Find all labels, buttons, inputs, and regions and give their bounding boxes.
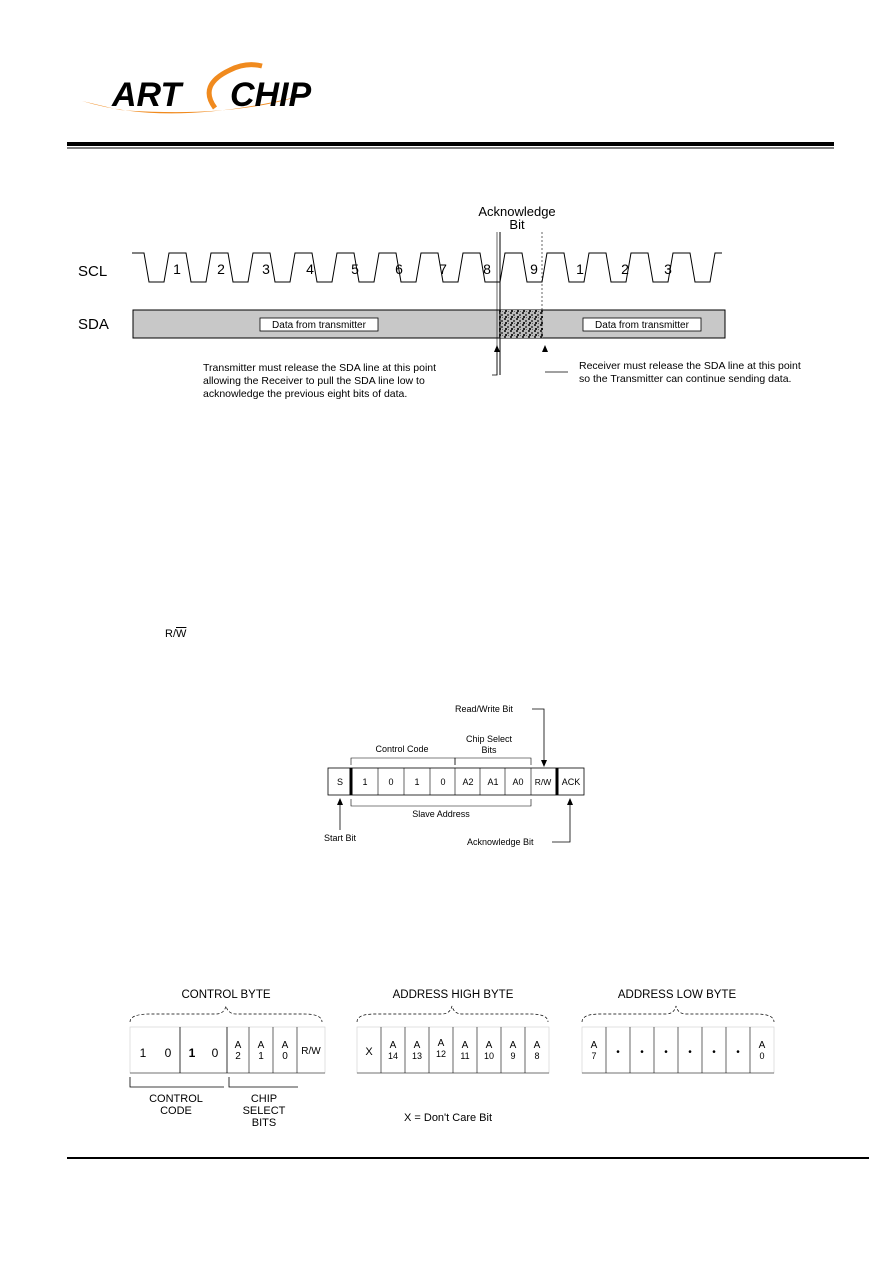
clock-number: 2 <box>217 261 225 277</box>
address-low-byte-title: ADDRESS LOW BYTE <box>617 989 737 1001</box>
chip-select-label-1: Chip Select <box>465 734 513 744</box>
dont-care-note: X = Don't Care Bit <box>404 1112 492 1124</box>
high-cell: 10 <box>483 1051 495 1061</box>
ack-bit-label-line2: Bit <box>509 217 525 232</box>
clock-number: 3 <box>262 261 270 277</box>
low-cell: • <box>616 1047 620 1058</box>
ack-bit-label-line1: Acknowledge <box>478 204 556 219</box>
high-cell-top: A <box>509 1040 517 1051</box>
high-cell: 14 <box>387 1051 399 1061</box>
clock-number: 4 <box>306 261 314 277</box>
cell-bit: A2 <box>462 777 474 787</box>
high-cell-top: A <box>485 1040 493 1051</box>
svg-text:Transmitter must release the S: Transmitter must release the SDA line at this point <box>203 362 437 374</box>
ctrl-cell: 2 <box>235 1051 241 1062</box>
ctrl-cell: 1 <box>139 1046 147 1060</box>
address-byte-sequence <box>130 989 774 1129</box>
clock-number: 3 <box>664 261 672 277</box>
cell-bit: 1 <box>414 777 420 787</box>
svg-text:allowing the Receiver to pull: allowing the Receiver to pull the SDA line low to <box>203 375 425 387</box>
ctrl-cell: 1 <box>188 1046 196 1060</box>
scl-label: SCL <box>78 263 108 280</box>
cell-start: S <box>336 777 344 787</box>
low-cell: • <box>736 1047 740 1058</box>
low-cell-top: A <box>758 1040 766 1051</box>
high-cell-top: A <box>413 1040 421 1051</box>
rw-bit-label: Read/Write Bit <box>455 704 513 714</box>
cell-rw: R/W <box>534 777 552 787</box>
control-byte-title: CONTROL BYTE <box>181 989 271 1001</box>
control-byte-format-diagram <box>324 704 584 847</box>
start-bit-label: Start Bit <box>323 833 357 843</box>
cell-bit: A0 <box>512 777 524 787</box>
address-high-byte-title: ADDRESS HIGH BYTE <box>392 989 514 1001</box>
high-cell: 12 <box>435 1049 447 1059</box>
ctrl-cell-top: A <box>234 1040 242 1051</box>
clock-number: 8 <box>483 261 491 277</box>
ack-bit-label: Acknowledge Bit <box>467 837 534 847</box>
ctrl-cell-rw: R/W <box>301 1046 321 1057</box>
ctrl-cell: 0 <box>164 1046 172 1060</box>
clock-number: 2 <box>621 261 629 277</box>
footer-rule <box>67 1157 869 1159</box>
low-cell: • <box>640 1047 644 1058</box>
control-code-label: Control Code <box>375 744 429 754</box>
low-cell: 7 <box>591 1051 597 1061</box>
cell-bit: 0 <box>388 777 394 787</box>
control-code-label: CODE <box>160 1105 192 1117</box>
high-cell: 13 <box>411 1051 423 1061</box>
clock-number: 7 <box>439 261 447 277</box>
low-cell: • <box>712 1047 716 1058</box>
chip-select-label-2: Bits <box>481 745 497 755</box>
clock-number: 5 <box>351 261 359 277</box>
logo-text-chip: CHIP <box>230 76 312 114</box>
ctrl-cell: 0 <box>211 1046 219 1060</box>
note-left <box>203 362 436 400</box>
chip-select-label: SELECT <box>242 1105 286 1117</box>
high-cell-top: A <box>461 1040 469 1051</box>
high-cell-top: A <box>437 1038 445 1049</box>
high-cell: 8 <box>534 1051 540 1061</box>
rw-inline-text: $R/\overline{W}$ <box>165 628 187 640</box>
svg-text:acknowledge the previous eight: acknowledge the previous eight bits of data. <box>203 388 408 400</box>
low-cell: • <box>688 1047 692 1058</box>
high-cell: 11 <box>460 1051 470 1061</box>
high-cell: 9 <box>510 1051 516 1061</box>
low-cell: • <box>664 1047 668 1058</box>
ctrl-cell: 1 <box>258 1051 264 1062</box>
clock-numbers <box>173 261 672 277</box>
chip-select-label: CHIP <box>250 1093 278 1105</box>
artchip-logo <box>82 65 312 114</box>
control-code-label: CONTROL <box>149 1093 203 1105</box>
sda-label: SDA <box>78 316 109 333</box>
low-cell-top: A <box>590 1040 598 1051</box>
i2c-timing-diagram <box>78 204 801 400</box>
data-label-left: Data from transmitter <box>272 320 366 331</box>
clock-number: 1 <box>173 261 181 277</box>
clock-number: 6 <box>395 261 403 277</box>
ctrl-cell-top: A <box>281 1040 289 1051</box>
chip-select-label: BITS <box>251 1117 277 1129</box>
svg-text:Receiver must release the SDA: Receiver must release the SDA line at this point <box>579 360 801 372</box>
cell-bit: 0 <box>440 777 446 787</box>
high-cell-top: A <box>389 1040 397 1051</box>
clock-number: 1 <box>576 261 584 277</box>
high-cell: X <box>365 1046 373 1058</box>
high-cell-top: A <box>533 1040 541 1051</box>
clock-number: 9 <box>530 261 538 277</box>
cell-ack: ACK <box>561 777 581 787</box>
data-label-right: Data from transmitter <box>595 320 689 331</box>
cell-bit: 1 <box>362 777 368 787</box>
cell-bit: A1 <box>487 777 499 787</box>
slave-address-label: Slave Address <box>412 809 470 819</box>
svg-text:so the Transmitter can continu: so the Transmitter can continue sending data. <box>579 373 792 385</box>
ack-noise-region <box>499 310 543 338</box>
low-cell: 0 <box>759 1051 765 1061</box>
ctrl-cell: 0 <box>282 1051 288 1062</box>
ctrl-cell-top: A <box>257 1040 265 1051</box>
note-right <box>579 360 801 385</box>
logo-text-art: ART <box>112 76 182 114</box>
header-rule <box>67 142 834 146</box>
